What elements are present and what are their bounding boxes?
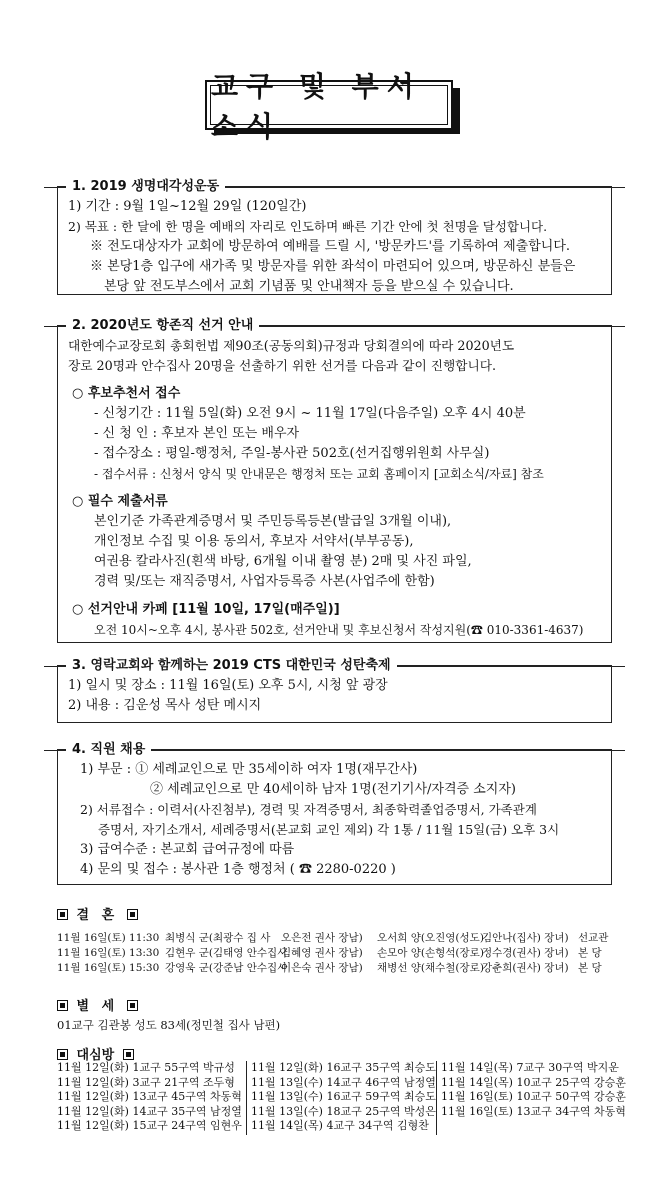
election-detail: 개인정보 수집 및 이용 동의서, 후보자 서약서(부부공동), [94, 534, 414, 549]
square-bullet-icon [57, 1000, 68, 1011]
square-bullet-icon [127, 909, 138, 920]
wedding-list [57, 931, 608, 976]
visitation-item: 11월 12일(화) 13교구 45구역 차동혁 [57, 1090, 242, 1103]
visitation-item: 11월 12일(화) 3교구 21구역 조두형 [57, 1075, 235, 1089]
election-intro: 대한예수교장로회 총회헌법 제90조(공동의회)규정과 당회결의에 따라 2020년도 [68, 338, 515, 353]
election-intro: 장로 20명과 안수집사 20명을 선출하기 위한 선거를 다음과 같이 진행합니다. [68, 358, 497, 373]
section-christmas [57, 658, 612, 723]
section-title: 2. 2020년도 항존직 선거 안내 [66, 316, 259, 336]
section-hiring [57, 742, 612, 885]
election-detail: 경력 및/또는 재직증명서, 사업자등록증 사본(사업주에 한함) [94, 574, 435, 589]
section-header [44, 657, 625, 675]
campaign-goal: 2) 목표 : 한 달에 한 명을 예배의 자리로 인도하며 빠른 기간 안에 첫 천명을 달성합니다. [68, 219, 548, 234]
column-divider [436, 1061, 437, 1135]
section-title: 3. 영락교회와 함께하는 2019 CTS 대한민국 성탄축제 [66, 656, 397, 676]
section-title: 1. 2019 생명대각성운동 [66, 177, 225, 197]
election-detail: - 접수서류 : 신청서 양식 및 안내문은 행정처 또는 교회 홈페이지 [교회소식/자료] 참조 [94, 467, 544, 481]
section-campaign [57, 179, 612, 295]
visitation-item: 11월 12일(화) 16교구 35구역 최승도 [251, 1061, 436, 1074]
visitation-item: 11월 14일(목) 7교구 30구역 박지운 [441, 1061, 619, 1074]
election-item-title: ○ 선거안내 카페 [11월 10일, 17일(매주일)] [72, 602, 340, 617]
visitation-item: 11월 14일(목) 10교구 25구역 강승훈 [441, 1075, 626, 1089]
square-bullet-icon [57, 1049, 68, 1060]
page-title: 교구 및 부서소식 [210, 85, 448, 125]
death-header [57, 995, 138, 1014]
election-detail: - 접수장소 : 평일-행정처, 주일-봉사관 502호(선거집행위원회 사무실) [94, 446, 490, 461]
square-bullet-icon [123, 1049, 134, 1060]
visitation-title: 대심방 [76, 1048, 115, 1063]
section-header [44, 317, 625, 335]
wedding-row: 11월 16일(토) 13:30 김현우 군(김태영 안수집사 김혜영 권사 장남) 손모아 양(손형석(장로) 정수경(권사) 장녀) 본 당 [57, 947, 602, 959]
visitation-column [441, 1061, 626, 1119]
campaign-period: 1) 기간 : 9월 1일~12월 29일 (120일간) [68, 199, 307, 214]
wedding-row: 11월 16일(토) 15:30 강영욱 군(강준남 안수집사 이은숙 권사 장남) 채병선 양(채수철(장로) 강춘희(권사) 장녀) 본 당 [57, 962, 602, 974]
wedding-title: 결 혼 [76, 908, 119, 923]
election-detail: 여권용 칼라사진(흰색 바탕, 6개월 이내 촬영 분) 2매 및 사진 파일, [94, 554, 472, 569]
hiring-detail: 4) 문의 및 접수 : 봉사관 1층 행정처 ( ☎ 2280-0220 ) [80, 862, 396, 877]
visitation-column [251, 1061, 436, 1134]
christmas-detail: 1) 일시 및 장소 : 11월 16일(토) 오후 5시, 시청 앞 광장 [68, 678, 388, 693]
wedding-header [57, 904, 138, 923]
visitation-item: 11월 12일(화) 15교구 24구역 임현우 [57, 1119, 242, 1132]
hiring-detail: ② 세례교인으로 만 40세이하 남자 1명(전기기사/자격증 소지자) [150, 782, 516, 797]
campaign-note: 본당 앞 전도부스에서 교회 기념품 및 안내책자 등을 받으실 수 있습니다. [104, 279, 514, 294]
election-detail: - 신 청 인 : 후보자 본인 또는 배우자 [94, 426, 300, 441]
campaign-note: ※ 전도대상자가 교회에 방문하여 예배를 드릴 시, '방문카드'를 기록하여 제출합니다. [90, 239, 571, 254]
hiring-detail: 2) 서류접수 : 이력서(사진첨부), 경력 및 자격증명서, 최종학력졸업증명서, 가족관계 [80, 802, 537, 817]
hiring-detail: 증명서, 자기소개서, 세례증명서(본교회 교인 제외) 각 1통 / 11월 15일(금) 오후 3시 [98, 822, 560, 837]
death-line: 01교구 김관봉 성도 83세(정민철 집사 남편) [57, 1018, 281, 1032]
death-title: 별 세 [76, 999, 119, 1014]
column-divider [246, 1061, 247, 1135]
visitation-item: 11월 16일(토) 10교구 50구역 강승훈 [441, 1090, 626, 1103]
christmas-detail: 2) 내용 : 김운성 목사 성탄 메시지 [68, 698, 262, 713]
election-item-title: ○ 후보추천서 접수 [72, 386, 181, 401]
section-header [44, 178, 625, 196]
title-frame [205, 70, 453, 143]
wedding-row: 11월 16일(토) 11:30 최병식 군(최광수 집 사 오은전 권사 장남) 오서희 양(오진영(성도) 김안나(집사) 장녀) 선교관 [57, 932, 609, 944]
campaign-note: ※ 본당1층 입구에 새가족 및 방문자를 위한 좌석이 마련되어 있으며, 방문하신 분들은 [90, 259, 576, 274]
election-item-title: ○ 필수 제출서류 [72, 494, 168, 509]
visitation-item: 11월 12일(화) 14교구 35구역 남정열 [57, 1104, 242, 1118]
visitation-item: 11월 13일(수) 14교구 46구역 남정열 [251, 1075, 436, 1089]
square-bullet-icon [127, 1000, 138, 1011]
visitation-item: 11월 12일(화) 1교구 55구역 박규성 [57, 1061, 235, 1074]
election-detail: 본인기준 가족관계증명서 및 주민등록등본(발급일 3개월 이내), [94, 514, 452, 529]
visitation-column [57, 1061, 242, 1134]
visitation-item: 11월 13일(수) 18교구 25구역 박성은 [251, 1104, 436, 1118]
section-title: 4. 직원 채용 [66, 740, 151, 760]
visitation-item: 11월 16일(토) 13교구 34구역 차동혁 [441, 1104, 626, 1118]
visitation-item: 11월 14일(목) 4교구 34구역 김형찬 [251, 1119, 429, 1132]
section-header [44, 741, 625, 759]
hiring-detail: 1) 부문 : ① 세례교인으로 만 35세이하 여자 1명(재무간사) [80, 762, 418, 777]
election-detail: 오전 10시~오후 4시, 봉사관 502호, 선거안내 및 후보신청서 작성지원(☎ 010-3361-4637) [94, 623, 584, 637]
election-detail: - 신청기간 : 11월 5일(화) 오전 9시 ~ 11월 17일(다음주일) 오후 4시 40분 [94, 406, 526, 421]
visitation-item: 11월 13일(수) 16교구 59구역 최승도 [251, 1090, 436, 1103]
section-election [57, 318, 612, 643]
square-bullet-icon [57, 909, 68, 920]
hiring-detail: 3) 급여수준 : 본교회 급여규정에 따름 [80, 842, 295, 857]
